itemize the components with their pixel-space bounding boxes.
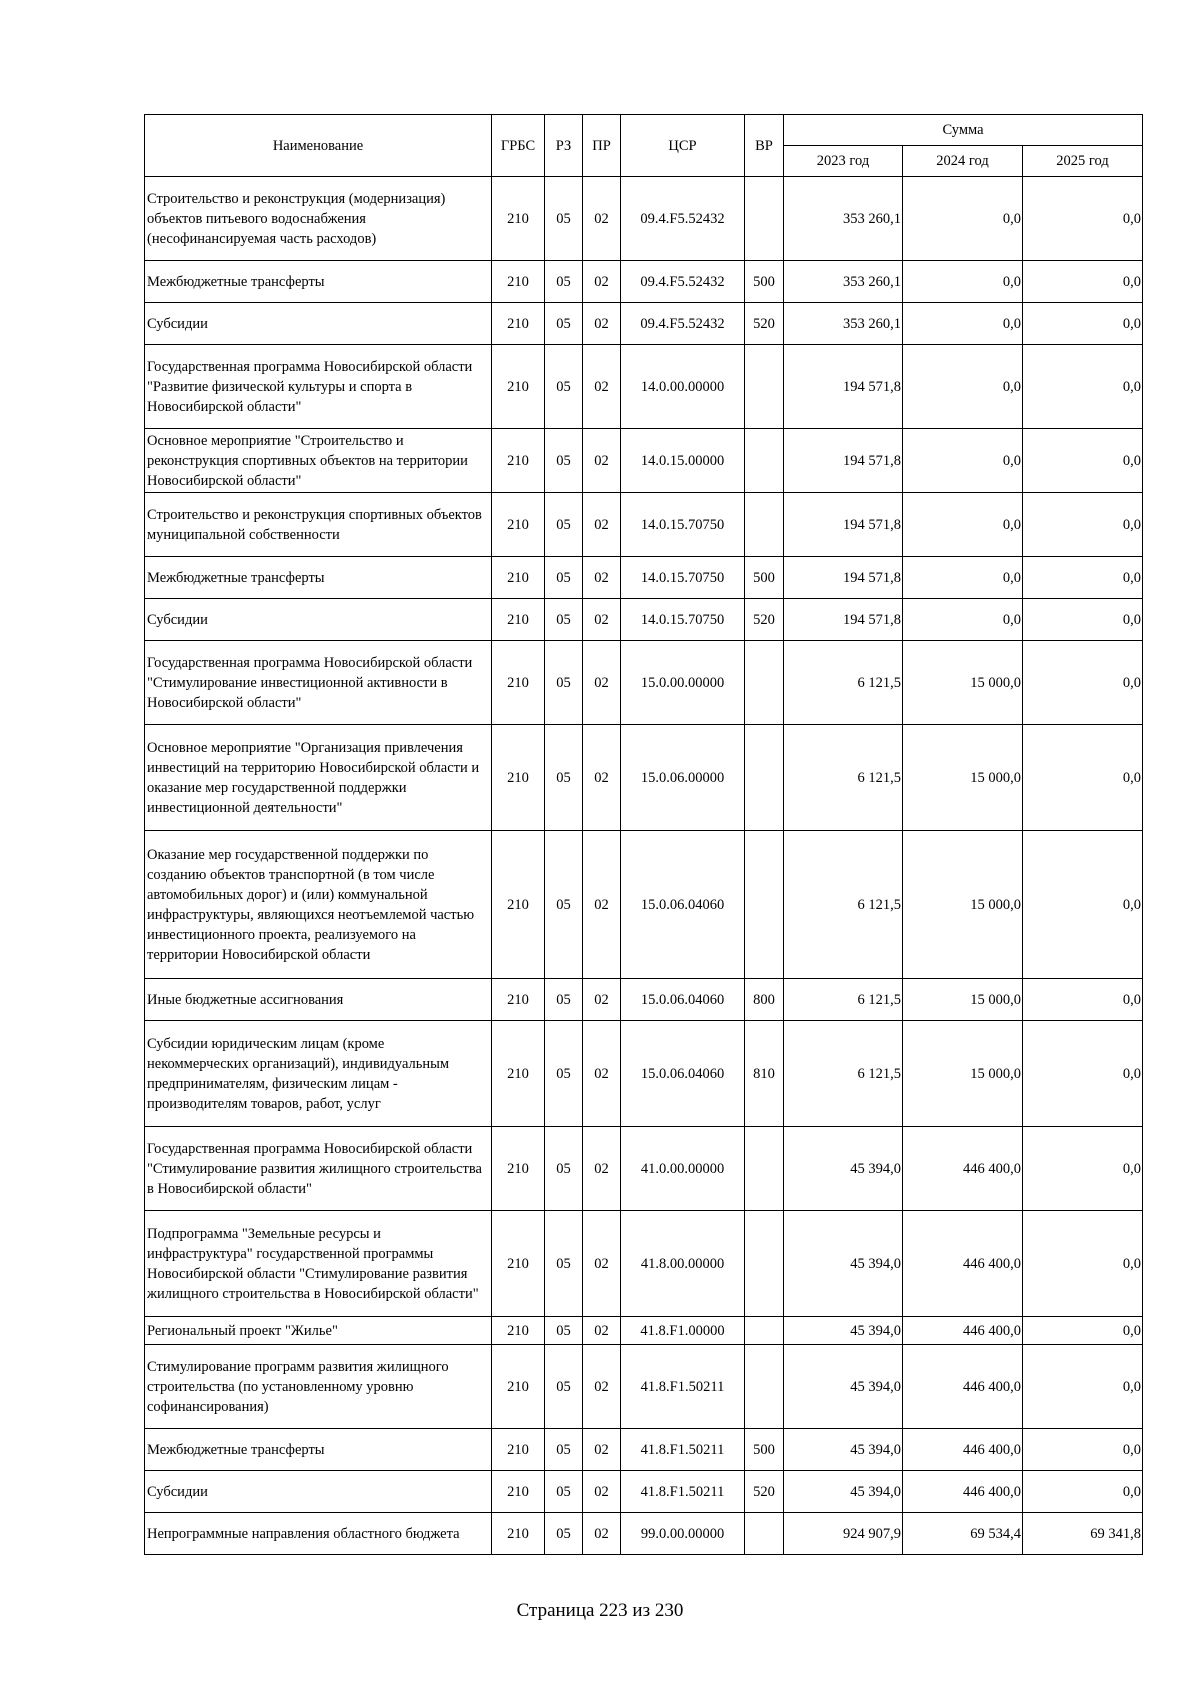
cell-rz: 05 — [545, 1429, 583, 1471]
cell-name: Оказание мер государственной поддержки по созданию объектов транспортной (в том числе автомобильных дорог) и (или) коммунальной инфраструктуры, являющихся неотъемлемой частью инвестиционного проекта, реализуемого на территории Новосибирской области — [145, 831, 492, 979]
cell-pr: 02 — [583, 599, 621, 641]
table-row — [145, 429, 1143, 493]
cell-2024: 0,0 — [903, 599, 1023, 641]
cell-rz: 05 — [545, 1513, 583, 1555]
cell-2025: 0,0 — [1023, 831, 1143, 979]
cell-grbs: 210 — [492, 1211, 545, 1317]
cell-2023: 194 571,8 — [784, 599, 903, 641]
header-sum: Сумма — [784, 115, 1143, 146]
cell-csr: 14.0.00.00000 — [621, 345, 745, 429]
cell-2023: 6 121,5 — [784, 1021, 903, 1127]
cell-2024: 446 400,0 — [903, 1211, 1023, 1317]
cell-vr: 520 — [745, 303, 784, 345]
cell-rz: 05 — [545, 1127, 583, 1211]
cell-grbs: 210 — [492, 831, 545, 979]
cell-2023: 6 121,5 — [784, 641, 903, 725]
cell-2025: 0,0 — [1023, 725, 1143, 831]
cell-grbs: 210 — [492, 641, 545, 725]
table-row — [145, 979, 1143, 1021]
cell-name: Иные бюджетные ассигнования — [145, 979, 492, 1021]
cell-grbs: 210 — [492, 725, 545, 831]
cell-2025: 0,0 — [1023, 1471, 1143, 1513]
cell-csr: 14.0.15.00000 — [621, 429, 745, 493]
table-row — [145, 1471, 1143, 1513]
cell-pr: 02 — [583, 725, 621, 831]
cell-2023: 6 121,5 — [784, 725, 903, 831]
cell-vr: 800 — [745, 979, 784, 1021]
cell-2025: 0,0 — [1023, 261, 1143, 303]
cell-2024: 446 400,0 — [903, 1317, 1023, 1345]
table-row — [145, 1021, 1143, 1127]
cell-name: Подпрограмма "Земельные ресурсы и инфраструктура" государственной программы Новосибирской области "Стимулирование развития жилищного строительства в Новосибирской области" — [145, 1211, 492, 1317]
cell-grbs: 210 — [492, 1471, 545, 1513]
table-row — [145, 1211, 1143, 1317]
cell-2023: 353 260,1 — [784, 303, 903, 345]
cell-2023: 45 394,0 — [784, 1317, 903, 1345]
cell-csr: 41.8.F1.50211 — [621, 1345, 745, 1429]
cell-name: Субсидии юридическим лицам (кроме некоммерческих организаций), индивидуальным предпринимателям, физическим лицам - производителям товаров, работ, услуг — [145, 1021, 492, 1127]
cell-2023: 194 571,8 — [784, 493, 903, 557]
cell-rz: 05 — [545, 261, 583, 303]
table-row — [145, 1127, 1143, 1211]
cell-vr — [745, 1317, 784, 1345]
cell-pr: 02 — [583, 1471, 621, 1513]
cell-rz: 05 — [545, 493, 583, 557]
table-row — [145, 177, 1143, 261]
cell-grbs: 210 — [492, 261, 545, 303]
cell-pr: 02 — [583, 831, 621, 979]
cell-2025: 0,0 — [1023, 1127, 1143, 1211]
cell-name: Государственная программа Новосибирской области "Стимулирование инвестиционной активности в Новосибирской области" — [145, 641, 492, 725]
cell-2025: 0,0 — [1023, 1317, 1143, 1345]
cell-grbs: 210 — [492, 1513, 545, 1555]
table-row — [145, 1345, 1143, 1429]
cell-pr: 02 — [583, 303, 621, 345]
table-row — [145, 493, 1143, 557]
cell-name: Межбюджетные трансферты — [145, 261, 492, 303]
cell-rz: 05 — [545, 831, 583, 979]
cell-2025: 0,0 — [1023, 599, 1143, 641]
header-2023: 2023 год — [784, 146, 903, 177]
cell-rz: 05 — [545, 641, 583, 725]
table-row — [145, 261, 1143, 303]
cell-grbs: 210 — [492, 557, 545, 599]
cell-vr — [745, 1513, 784, 1555]
cell-pr: 02 — [583, 429, 621, 493]
cell-pr: 02 — [583, 345, 621, 429]
table-header — [145, 115, 1143, 177]
cell-2023: 45 394,0 — [784, 1429, 903, 1471]
cell-2025: 0,0 — [1023, 429, 1143, 493]
cell-2025: 0,0 — [1023, 1021, 1143, 1127]
cell-vr — [745, 1345, 784, 1429]
cell-name: Стимулирование программ развития жилищного строительства (по установленному уровню софинансирования) — [145, 1345, 492, 1429]
cell-pr: 02 — [583, 177, 621, 261]
table-row — [145, 1429, 1143, 1471]
cell-vr — [745, 177, 784, 261]
cell-vr — [745, 641, 784, 725]
cell-vr — [745, 1211, 784, 1317]
cell-2023: 353 260,1 — [784, 261, 903, 303]
cell-name: Строительство и реконструкция (модернизация) объектов питьевого водоснабжения (несофинансируемая часть расходов) — [145, 177, 492, 261]
cell-rz: 05 — [545, 599, 583, 641]
cell-csr: 14.0.15.70750 — [621, 599, 745, 641]
cell-2023: 6 121,5 — [784, 831, 903, 979]
cell-grbs: 210 — [492, 303, 545, 345]
cell-2024: 0,0 — [903, 303, 1023, 345]
cell-grbs: 210 — [492, 1127, 545, 1211]
cell-grbs: 210 — [492, 599, 545, 641]
cell-2023: 45 394,0 — [784, 1471, 903, 1513]
cell-2024: 446 400,0 — [903, 1429, 1023, 1471]
cell-name: Государственная программа Новосибирской области "Стимулирование развития жилищного строительства в Новосибирской области" — [145, 1127, 492, 1211]
cell-2023: 45 394,0 — [784, 1127, 903, 1211]
cell-vr: 520 — [745, 599, 784, 641]
cell-vr — [745, 725, 784, 831]
table-row — [145, 303, 1143, 345]
table-row — [145, 345, 1143, 429]
cell-rz: 05 — [545, 1317, 583, 1345]
cell-2024: 15 000,0 — [903, 725, 1023, 831]
cell-csr: 99.0.00.00000 — [621, 1513, 745, 1555]
cell-2023: 353 260,1 — [784, 177, 903, 261]
cell-name: Субсидии — [145, 599, 492, 641]
cell-vr: 500 — [745, 557, 784, 599]
cell-csr: 41.8.F1.50211 — [621, 1471, 745, 1513]
cell-2025: 0,0 — [1023, 303, 1143, 345]
cell-rz: 05 — [545, 725, 583, 831]
cell-2024: 0,0 — [903, 493, 1023, 557]
cell-name: Государственная программа Новосибирской области "Развитие физической культуры и спорта в Новосибирской области" — [145, 345, 492, 429]
cell-2025: 0,0 — [1023, 177, 1143, 261]
cell-csr: 41.0.00.00000 — [621, 1127, 745, 1211]
cell-csr: 15.0.06.00000 — [621, 725, 745, 831]
table-row — [145, 599, 1143, 641]
cell-csr: 41.8.00.00000 — [621, 1211, 745, 1317]
cell-grbs: 210 — [492, 1317, 545, 1345]
cell-2023: 45 394,0 — [784, 1345, 903, 1429]
cell-vr: 520 — [745, 1471, 784, 1513]
cell-2025: 0,0 — [1023, 1211, 1143, 1317]
cell-csr: 15.0.06.04060 — [621, 1021, 745, 1127]
cell-csr: 09.4.F5.52432 — [621, 177, 745, 261]
cell-2023: 194 571,8 — [784, 557, 903, 599]
table-row — [145, 641, 1143, 725]
cell-name: Субсидии — [145, 1471, 492, 1513]
cell-pr: 02 — [583, 1345, 621, 1429]
cell-pr: 02 — [583, 1021, 621, 1127]
cell-2025: 0,0 — [1023, 493, 1143, 557]
header-grbs: ГРБС — [492, 115, 545, 177]
cell-2025: 0,0 — [1023, 979, 1143, 1021]
cell-vr: 500 — [745, 261, 784, 303]
page-number: Страница 223 из 230 — [516, 1600, 684, 1621]
budget-table — [144, 114, 1143, 1555]
cell-name: Непрограммные направления областного бюджета — [145, 1513, 492, 1555]
cell-rz: 05 — [545, 1021, 583, 1127]
cell-vr — [745, 429, 784, 493]
header-csr: ЦСР — [621, 115, 745, 177]
cell-grbs: 210 — [492, 429, 545, 493]
cell-csr: 09.4.F5.52432 — [621, 303, 745, 345]
cell-rz: 05 — [545, 303, 583, 345]
cell-2024: 15 000,0 — [903, 641, 1023, 725]
cell-grbs: 210 — [492, 1345, 545, 1429]
cell-grbs: 210 — [492, 1021, 545, 1127]
header-2024: 2024 год — [903, 146, 1023, 177]
cell-2024: 15 000,0 — [903, 1021, 1023, 1127]
cell-rz: 05 — [545, 1211, 583, 1317]
cell-name: Межбюджетные трансферты — [145, 1429, 492, 1471]
cell-2024: 69 534,4 — [903, 1513, 1023, 1555]
cell-vr: 500 — [745, 1429, 784, 1471]
cell-pr: 02 — [583, 1317, 621, 1345]
cell-2023: 194 571,8 — [784, 429, 903, 493]
cell-csr: 14.0.15.70750 — [621, 557, 745, 599]
cell-pr: 02 — [583, 1513, 621, 1555]
cell-vr — [745, 831, 784, 979]
table-row — [145, 1513, 1143, 1555]
cell-csr: 14.0.15.70750 — [621, 493, 745, 557]
cell-pr: 02 — [583, 557, 621, 599]
cell-vr — [745, 1127, 784, 1211]
table-body — [145, 177, 1143, 1555]
table-row — [145, 725, 1143, 831]
cell-2024: 15 000,0 — [903, 831, 1023, 979]
cell-vr — [745, 345, 784, 429]
cell-rz: 05 — [545, 1345, 583, 1429]
cell-2025: 0,0 — [1023, 1345, 1143, 1429]
header-2025: 2025 год — [1023, 146, 1143, 177]
cell-csr: 15.0.06.04060 — [621, 979, 745, 1021]
header-rz: РЗ — [545, 115, 583, 177]
cell-pr: 02 — [583, 1211, 621, 1317]
cell-grbs: 210 — [492, 493, 545, 557]
cell-2025: 69 341,8 — [1023, 1513, 1143, 1555]
cell-grbs: 210 — [492, 979, 545, 1021]
cell-grbs: 210 — [492, 345, 545, 429]
cell-vr — [745, 493, 784, 557]
cell-rz: 05 — [545, 345, 583, 429]
cell-csr: 15.0.06.04060 — [621, 831, 745, 979]
cell-2024: 446 400,0 — [903, 1471, 1023, 1513]
cell-pr: 02 — [583, 493, 621, 557]
cell-pr: 02 — [583, 261, 621, 303]
cell-2023: 45 394,0 — [784, 1211, 903, 1317]
cell-2024: 446 400,0 — [903, 1127, 1023, 1211]
table-row — [145, 1317, 1143, 1345]
cell-grbs: 210 — [492, 177, 545, 261]
cell-vr: 810 — [745, 1021, 784, 1127]
cell-csr: 15.0.00.00000 — [621, 641, 745, 725]
cell-2024: 15 000,0 — [903, 979, 1023, 1021]
cell-pr: 02 — [583, 641, 621, 725]
cell-csr: 41.8.F1.50211 — [621, 1429, 745, 1471]
cell-2025: 0,0 — [1023, 345, 1143, 429]
cell-csr: 41.8.F1.00000 — [621, 1317, 745, 1345]
table-row — [145, 831, 1143, 979]
cell-2023: 194 571,8 — [784, 345, 903, 429]
cell-grbs: 210 — [492, 1429, 545, 1471]
header-pr: ПР — [583, 115, 621, 177]
cell-name: Строительство и реконструкция спортивных объектов муниципальной собственности — [145, 493, 492, 557]
header-vr: ВР — [745, 115, 784, 177]
header-name: Наименование — [145, 115, 492, 177]
cell-2024: 0,0 — [903, 177, 1023, 261]
cell-rz: 05 — [545, 557, 583, 599]
cell-pr: 02 — [583, 1429, 621, 1471]
cell-2024: 0,0 — [903, 557, 1023, 599]
table-row — [145, 557, 1143, 599]
cell-2024: 446 400,0 — [903, 1345, 1023, 1429]
cell-2025: 0,0 — [1023, 641, 1143, 725]
cell-name: Основное мероприятие "Организация привлечения инвестиций на территорию Новосибирской области и оказание мер государственной поддержки инвестиционной деятельности" — [145, 725, 492, 831]
cell-rz: 05 — [545, 1471, 583, 1513]
cell-2023: 6 121,5 — [784, 979, 903, 1021]
cell-csr: 09.4.F5.52432 — [621, 261, 745, 303]
cell-name: Региональный проект "Жилье" — [145, 1317, 492, 1345]
cell-rz: 05 — [545, 429, 583, 493]
cell-name: Межбюджетные трансферты — [145, 557, 492, 599]
cell-pr: 02 — [583, 979, 621, 1021]
cell-pr: 02 — [583, 1127, 621, 1211]
cell-2023: 924 907,9 — [784, 1513, 903, 1555]
cell-rz: 05 — [545, 177, 583, 261]
cell-2025: 0,0 — [1023, 1429, 1143, 1471]
cell-2024: 0,0 — [903, 345, 1023, 429]
cell-rz: 05 — [545, 979, 583, 1021]
cell-2025: 0,0 — [1023, 557, 1143, 599]
cell-2024: 0,0 — [903, 261, 1023, 303]
cell-name: Основное мероприятие "Строительство и реконструкция спортивных объектов на территории Новосибирской области" — [145, 429, 492, 493]
cell-2024: 0,0 — [903, 429, 1023, 493]
cell-name: Субсидии — [145, 303, 492, 345]
